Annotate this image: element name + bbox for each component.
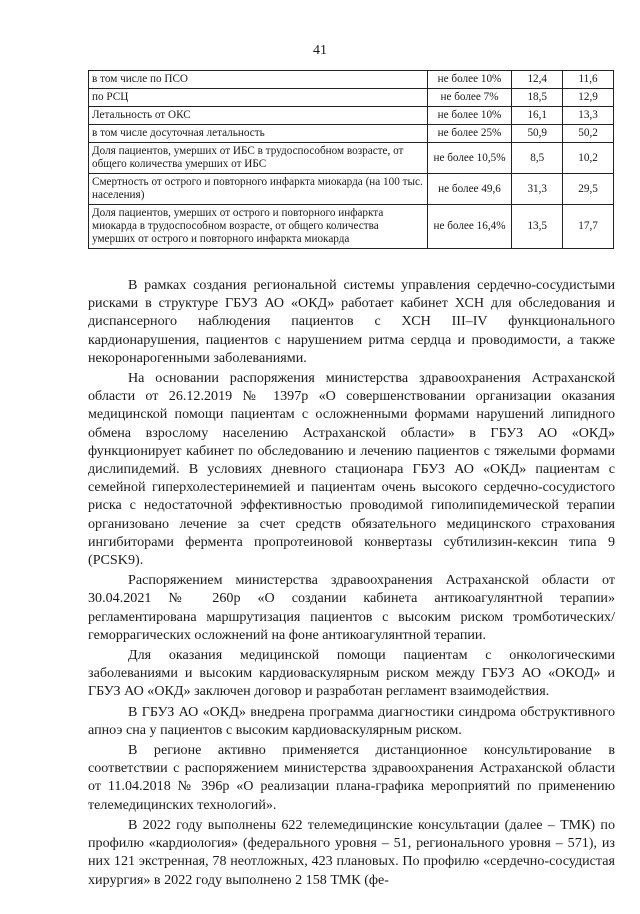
indicator-name: в том числе досуточная летальность — [89, 125, 428, 143]
indicator-value-1: 31,3 — [512, 174, 563, 205]
paragraph: На основании распоряжения министерства здравоохранения Астраханской области от 26.12.2019 № 1397р «О совершенствовании организации оказания медицинской помощи пациентам с осложненными формами нарушений липидного обмена взрослому населению Астраханской области» в ГБУЗ АО «ОКД» функционирует кабинет по обследованию и лечению пациентов с тяжелыми формами дислипидемий. В условиях дневного стационара ГБУЗ АО «ОКД» пациентам с семейной гиперхолестеринемией и пациентам очень высокого сердечно-сосудистого риска с недостаточной эффективностью проводимой гиполипидемической терапии организовано лечение за счет средств обязательного медицинского страхования ингибиторами фермента пропротеиновой конвертазы субтилизин-кексин типа 9 (PCSK9). — [88, 370, 615, 569]
table-row — [89, 143, 614, 174]
indicator-limit: не более 16,4% — [427, 205, 512, 249]
table-row — [89, 125, 614, 143]
paragraph: Распоряжением министерства здравоохранения Астраханской области от 30.04.2021 № 260р «О создании кабинета антикоагулянтной терапии» регламентирована маршрутизация пациентов с высоким риском тромботических/геморрагических осложнений на фоне антикоагулянтной терапии. — [88, 572, 615, 643]
indicator-name: Доля пациентов, умерших от ИБС в трудоспособном возрасте, от общего количества умерших от ИБС — [89, 143, 428, 174]
table-row — [89, 71, 614, 89]
page-number: 41 — [313, 43, 327, 58]
indicator-value-1: 12,4 — [512, 71, 563, 89]
paragraph: Для оказания медицинской помощи пациентам с онкологическими заболеваниями и высоким кардиоваскулярным риском между ГБУЗ АО «ОКОД» и ГБУЗ АО «ОКД» заключен договор и разработан регламент взаимодействия. — [88, 647, 615, 700]
paragraph: В 2022 году выполнены 622 телемедицинские консультации (далее – ТМК) по профилю «кардиология» (федерального уровня – 51, регионального уровня – 571), из них 121 экстренная, 78 неотложных, 423 плановых. По профилю «сердечно-сосудистая хирургия» в 2022 году выполнено 2 158 ТМК (фе- — [88, 816, 615, 888]
table-row — [89, 107, 614, 125]
body-text — [88, 276, 615, 891]
indicator-value-2: 17,7 — [563, 205, 614, 249]
indicator-value-1: 18,5 — [512, 89, 563, 107]
indicator-value-1: 8,5 — [512, 143, 563, 174]
indicators-table — [88, 70, 614, 249]
indicator-value-2: 29,5 — [563, 174, 614, 205]
indicator-name: Летальность от ОКС — [89, 107, 428, 125]
indicator-name: по РСЦ — [89, 89, 428, 107]
indicator-limit: не более 10% — [427, 71, 512, 89]
indicator-value-2: 11,6 — [563, 71, 614, 89]
indicator-value-1: 50,9 — [512, 125, 563, 143]
indicator-limit: не более 10,5% — [427, 143, 512, 174]
table-row — [89, 174, 614, 205]
indicator-limit: не более 7% — [427, 89, 512, 107]
indicator-value-1: 16,1 — [512, 107, 563, 125]
indicator-limit: не более 49,6 — [427, 174, 512, 205]
indicator-limit: не более 25% — [427, 125, 512, 143]
indicator-limit: не более 10% — [427, 107, 512, 125]
indicator-value-2: 50,2 — [563, 125, 614, 143]
indicator-value-2: 12,9 — [563, 89, 614, 107]
indicator-value-2: 13,3 — [563, 107, 614, 125]
table-row — [89, 89, 614, 107]
paragraph: В регионе активно применяется дистанционное консультирование в соответствии с распоряжением министерства здравоохранения Астраханской области от 11.04.2018 № 396р «О реализации плана-графика мероприятий по применению телемедицинских технологий». — [88, 742, 615, 813]
indicator-value-2: 10,2 — [563, 143, 614, 174]
indicator-value-1: 13,5 — [512, 205, 563, 249]
paragraph: В рамках создания региональной системы управления сердечно-сосудистыми рисками в структуре ГБУЗ АО «ОКД» работает кабинет ХСН для обследования и диспансерного наблюдения пациентов с ХСН III–IV функционального кардионарушения, пациентов с нарушением ритма сердца и проводимости, а также некоронарогенными заболеваниями. — [88, 277, 615, 366]
table-row — [89, 205, 614, 249]
indicator-name: в том числе по ПСО — [89, 71, 428, 89]
indicator-name: Смертность от острого и повторного инфаркта миокарда (на 100 тыс. населения) — [89, 174, 428, 205]
indicator-name: Доля пациентов, умерших от острого и повторного инфаркта миокарда в трудоспособном возрасте, от общего количества умерших от острого и повторного инфаркта миокарда — [89, 205, 428, 249]
paragraph: В ГБУЗ АО «ОКД» внедрена программа диагностики синдрома обструктивного апноэ сна у пациентов с высоким кардиоваскулярным риском. — [88, 703, 615, 738]
